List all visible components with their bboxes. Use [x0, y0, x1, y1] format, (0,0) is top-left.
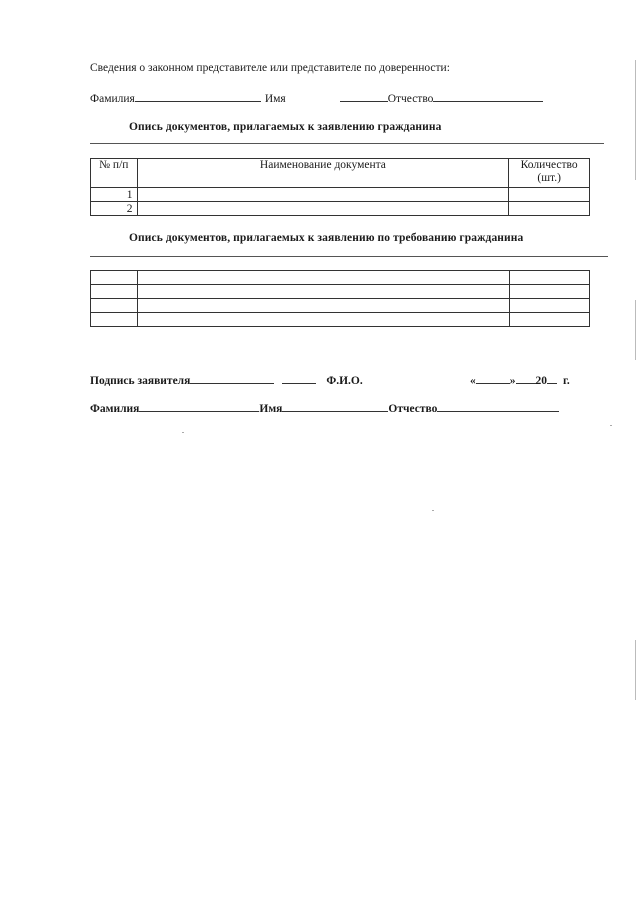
row-qty-cell[interactable]: [509, 188, 590, 202]
signature-extra-field[interactable]: [282, 372, 316, 384]
section2-rule: [90, 256, 608, 257]
row-name-cell[interactable]: [137, 188, 509, 202]
row-name-cell[interactable]: [137, 299, 509, 313]
date-close-quote: »: [509, 375, 516, 387]
year-field[interactable]: [547, 372, 557, 384]
applicant-fields: [90, 400, 559, 415]
rep-surname-label: Фамилия: [90, 93, 135, 105]
row-name-cell[interactable]: [137, 202, 509, 216]
scan-edge-mark: [635, 300, 636, 360]
row-qty-cell[interactable]: [509, 271, 589, 285]
row-name-cell[interactable]: [137, 313, 509, 327]
header-qty: Количество (шт.): [509, 159, 590, 188]
table-row: [91, 299, 590, 313]
applicant-surname-label: Фамилия: [90, 403, 140, 415]
table-row: [91, 285, 590, 299]
representative-fields: [90, 90, 543, 105]
section1-title: Опись документов, прилагаемых к заявлению гражданина: [129, 121, 442, 133]
table-row: [91, 202, 590, 216]
date-day-field[interactable]: [476, 372, 510, 384]
section2-table: [90, 270, 590, 327]
scan-edge-mark: [635, 60, 636, 180]
scan-speck: [182, 432, 184, 433]
row-num: [91, 299, 138, 313]
date-open-quote: «: [470, 375, 476, 387]
table-header-row: [91, 159, 590, 188]
applicant-name-field[interactable]: [282, 400, 388, 412]
rep-patronymic-field[interactable]: [433, 90, 543, 102]
row-qty-cell[interactable]: [509, 299, 589, 313]
signature-label: Подпись заявителя: [90, 375, 191, 387]
representative-intro: Сведения о законном представителе или представителе по доверенности:: [90, 62, 450, 74]
year-suffix: г.: [563, 375, 570, 387]
row-num: [91, 271, 138, 285]
section2-title: Опись документов, прилагаемых к заявлению по требованию гражданина: [129, 232, 524, 244]
row-name-cell[interactable]: [137, 285, 509, 299]
header-num: № п/п: [91, 159, 138, 188]
section1-rule: [90, 143, 604, 144]
scan-edge-mark: [635, 640, 636, 700]
rep-name-field[interactable]: [340, 90, 388, 102]
date-row: [470, 372, 570, 387]
section1-table: [90, 158, 590, 216]
year-prefix: 20: [535, 375, 547, 387]
table-row: [91, 188, 590, 202]
rep-surname-field[interactable]: [135, 90, 261, 102]
table-row: [91, 313, 590, 327]
applicant-surname-field[interactable]: [139, 400, 259, 412]
row-qty-cell[interactable]: [509, 313, 589, 327]
fio-label: Ф.И.О.: [326, 375, 363, 387]
row-num: [91, 285, 138, 299]
row-qty-cell[interactable]: [509, 285, 589, 299]
table-row: [91, 271, 590, 285]
signature-row: [90, 372, 363, 387]
rep-name-label: Имя: [264, 93, 286, 105]
row-num: 1: [91, 188, 138, 202]
row-name-cell[interactable]: [137, 271, 509, 285]
row-num: 2: [91, 202, 138, 216]
header-name: Наименование документа: [137, 159, 509, 188]
rep-patronymic-label: Отчество: [387, 93, 434, 105]
scan-speck: [610, 425, 612, 426]
signature-field[interactable]: [190, 372, 274, 384]
applicant-patronymic-label: Отчество: [388, 403, 438, 415]
row-num: [91, 313, 138, 327]
date-month-field[interactable]: [516, 372, 536, 384]
row-qty-cell[interactable]: [509, 202, 590, 216]
scan-speck: [432, 510, 434, 511]
applicant-patronymic-field[interactable]: [437, 400, 559, 412]
applicant-name-label: Имя: [259, 403, 283, 415]
